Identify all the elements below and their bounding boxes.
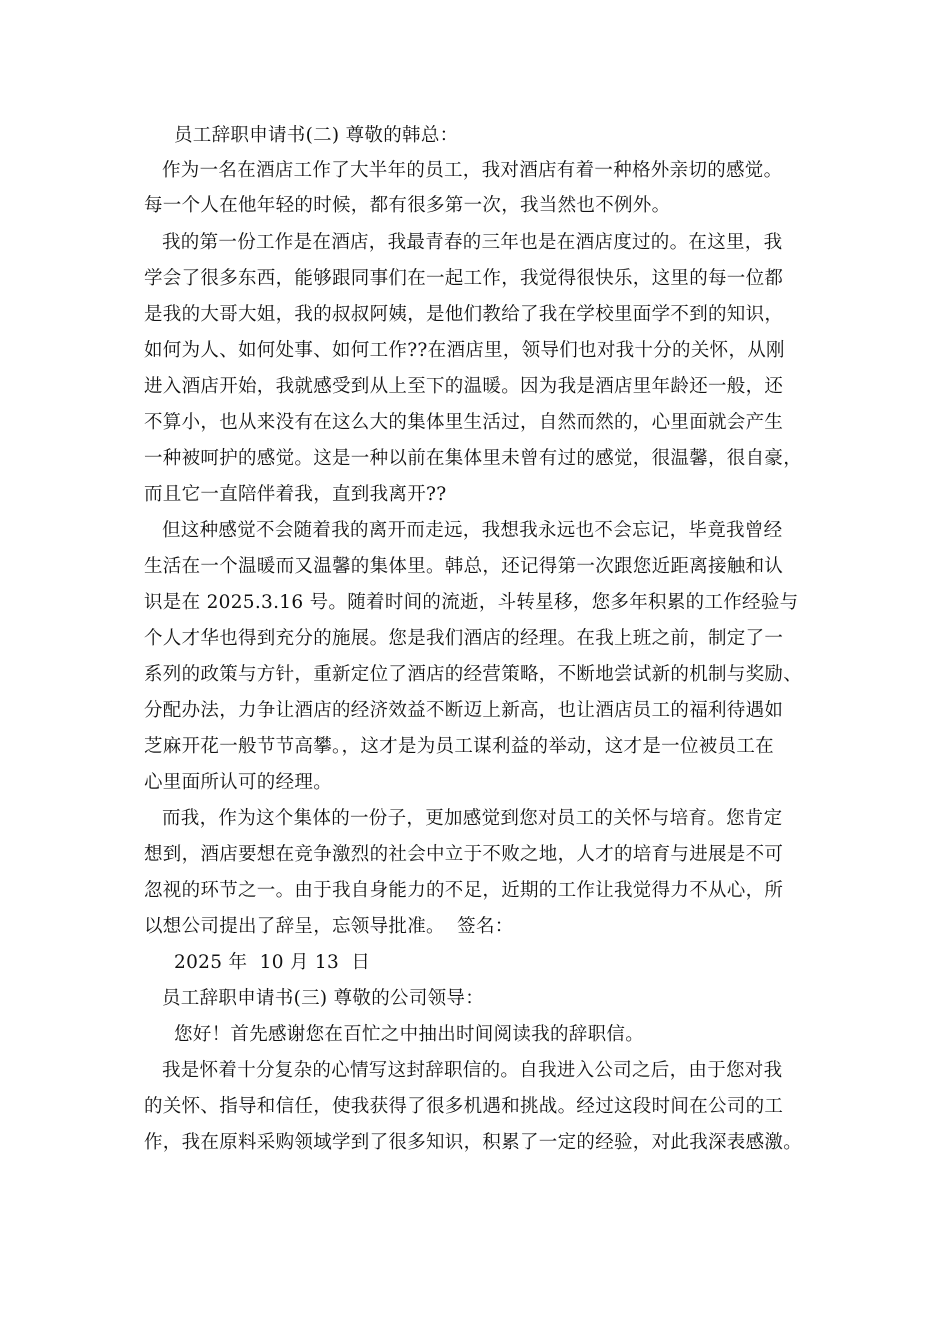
paragraph-line: 一种被呵护的感觉。这是一种以前在集体里未曾有过的感觉，很温馨，很自豪， [144, 448, 803, 469]
paragraph-line: 分配办法，力争让酒店的经济效益不断迈上新高，也让酒店员工的福利待遇如 [144, 700, 784, 721]
paragraph-line: 我是怀着十分复杂的心情写这封辞职信的。自我进入公司之后，由于您对我 [162, 1060, 783, 1081]
paragraph-line: 系列的政策与方针，重新定位了酒店的经营策略，不断地尝试新的机制与奖励、 [144, 664, 803, 685]
heading-letter-two: 员工辞职申请书(二) 尊敬的韩总： [174, 125, 459, 146]
paragraph-line: 但这种感觉不会随着我的离开而走远，我想我永远也不会忘记，毕竟我曾经 [162, 520, 783, 541]
greeting-line: 您好！首先感谢您在百忙之中抽出时间阅读我的辞职信。 [174, 1024, 645, 1045]
paragraph-line: 进入酒店开始，我就感受到从上至下的温暖。因为我是酒店里年龄还一般，还 [144, 376, 784, 397]
paragraph-line: 每一个人在他年轻的时候，都有很多第一次，我当然也不例外。 [144, 195, 671, 216]
paragraph-line: 我的第一份工作是在酒店，我最青春的三年也是在酒店度过的。在这里，我 [162, 232, 783, 253]
paragraph-line: 的关怀、指导和信任，使我获得了很多机遇和挑战。经过这段时间在公司的工 [144, 1096, 784, 1117]
paragraph-line: 是我的大哥大姐，我的叔叔阿姨，是他们教给了我在学校里面学不到的知识， [144, 304, 784, 325]
paragraph-line: 学会了很多东西，能够跟同事们在一起工作，我觉得很快乐，这里的每一位都 [144, 268, 784, 289]
paragraph-line: 忽视的环节之一。由于我自身能力的不足，近期的工作让我觉得力不从心，所 [144, 880, 784, 901]
paragraph-line: 如何为人、如何处事、如何工作??在酒店里，领导们也对我十分的关怀，从刚 [144, 340, 785, 361]
paragraph-line: 心里面所认可的经理。 [144, 772, 333, 793]
signature-line: 以想公司提出了辞呈，忘领导批准。 签名： [144, 916, 514, 937]
paragraph-line: 芝麻开花一般节节高攀。，这才是为员工谋利益的举动，这才是一位被员工在 [144, 736, 774, 757]
paragraph-line: 作，我在原料采购领域学到了很多知识，积累了一定的经验，对此我深表感激。 [144, 1132, 803, 1153]
paragraph-line: 而我，作为这个集体的一份子，更加感觉到您对员工的关怀与培育。您肯定 [162, 808, 783, 829]
paragraph-line: 而且它一直陪伴着我，直到我离开?? [144, 484, 447, 505]
paragraph-line: 作为一名在酒店工作了大半年的员工，我对酒店有着一种格外亲切的感觉。 [162, 160, 783, 181]
paragraph-line: 不算小，也从来没有在这么大的集体里生活过，自然而然的，心里面就会产生 [144, 412, 784, 433]
date-line: 2025 年 10 月 13 日 [174, 952, 371, 973]
paragraph-line: 个人才华也得到充分的施展。您是我们酒店的经理。在我上班之前，制定了一 [144, 628, 784, 649]
heading-letter-three: 员工辞职申请书(三) 尊敬的公司领导： [162, 988, 485, 1009]
paragraph-line: 生活在一个温暖而又温馨的集体里。韩总，还记得第一次跟您近距离接触和认 [144, 556, 784, 577]
paragraph-line: 识是在 2025.3.16 号。随着时间的流逝，斗转星移，您多年积累的工作经验与 [144, 592, 799, 613]
paragraph-line: 想到，酒店要想在竞争激烈的社会中立于不败之地，人才的培育与进展是不可 [144, 844, 784, 865]
